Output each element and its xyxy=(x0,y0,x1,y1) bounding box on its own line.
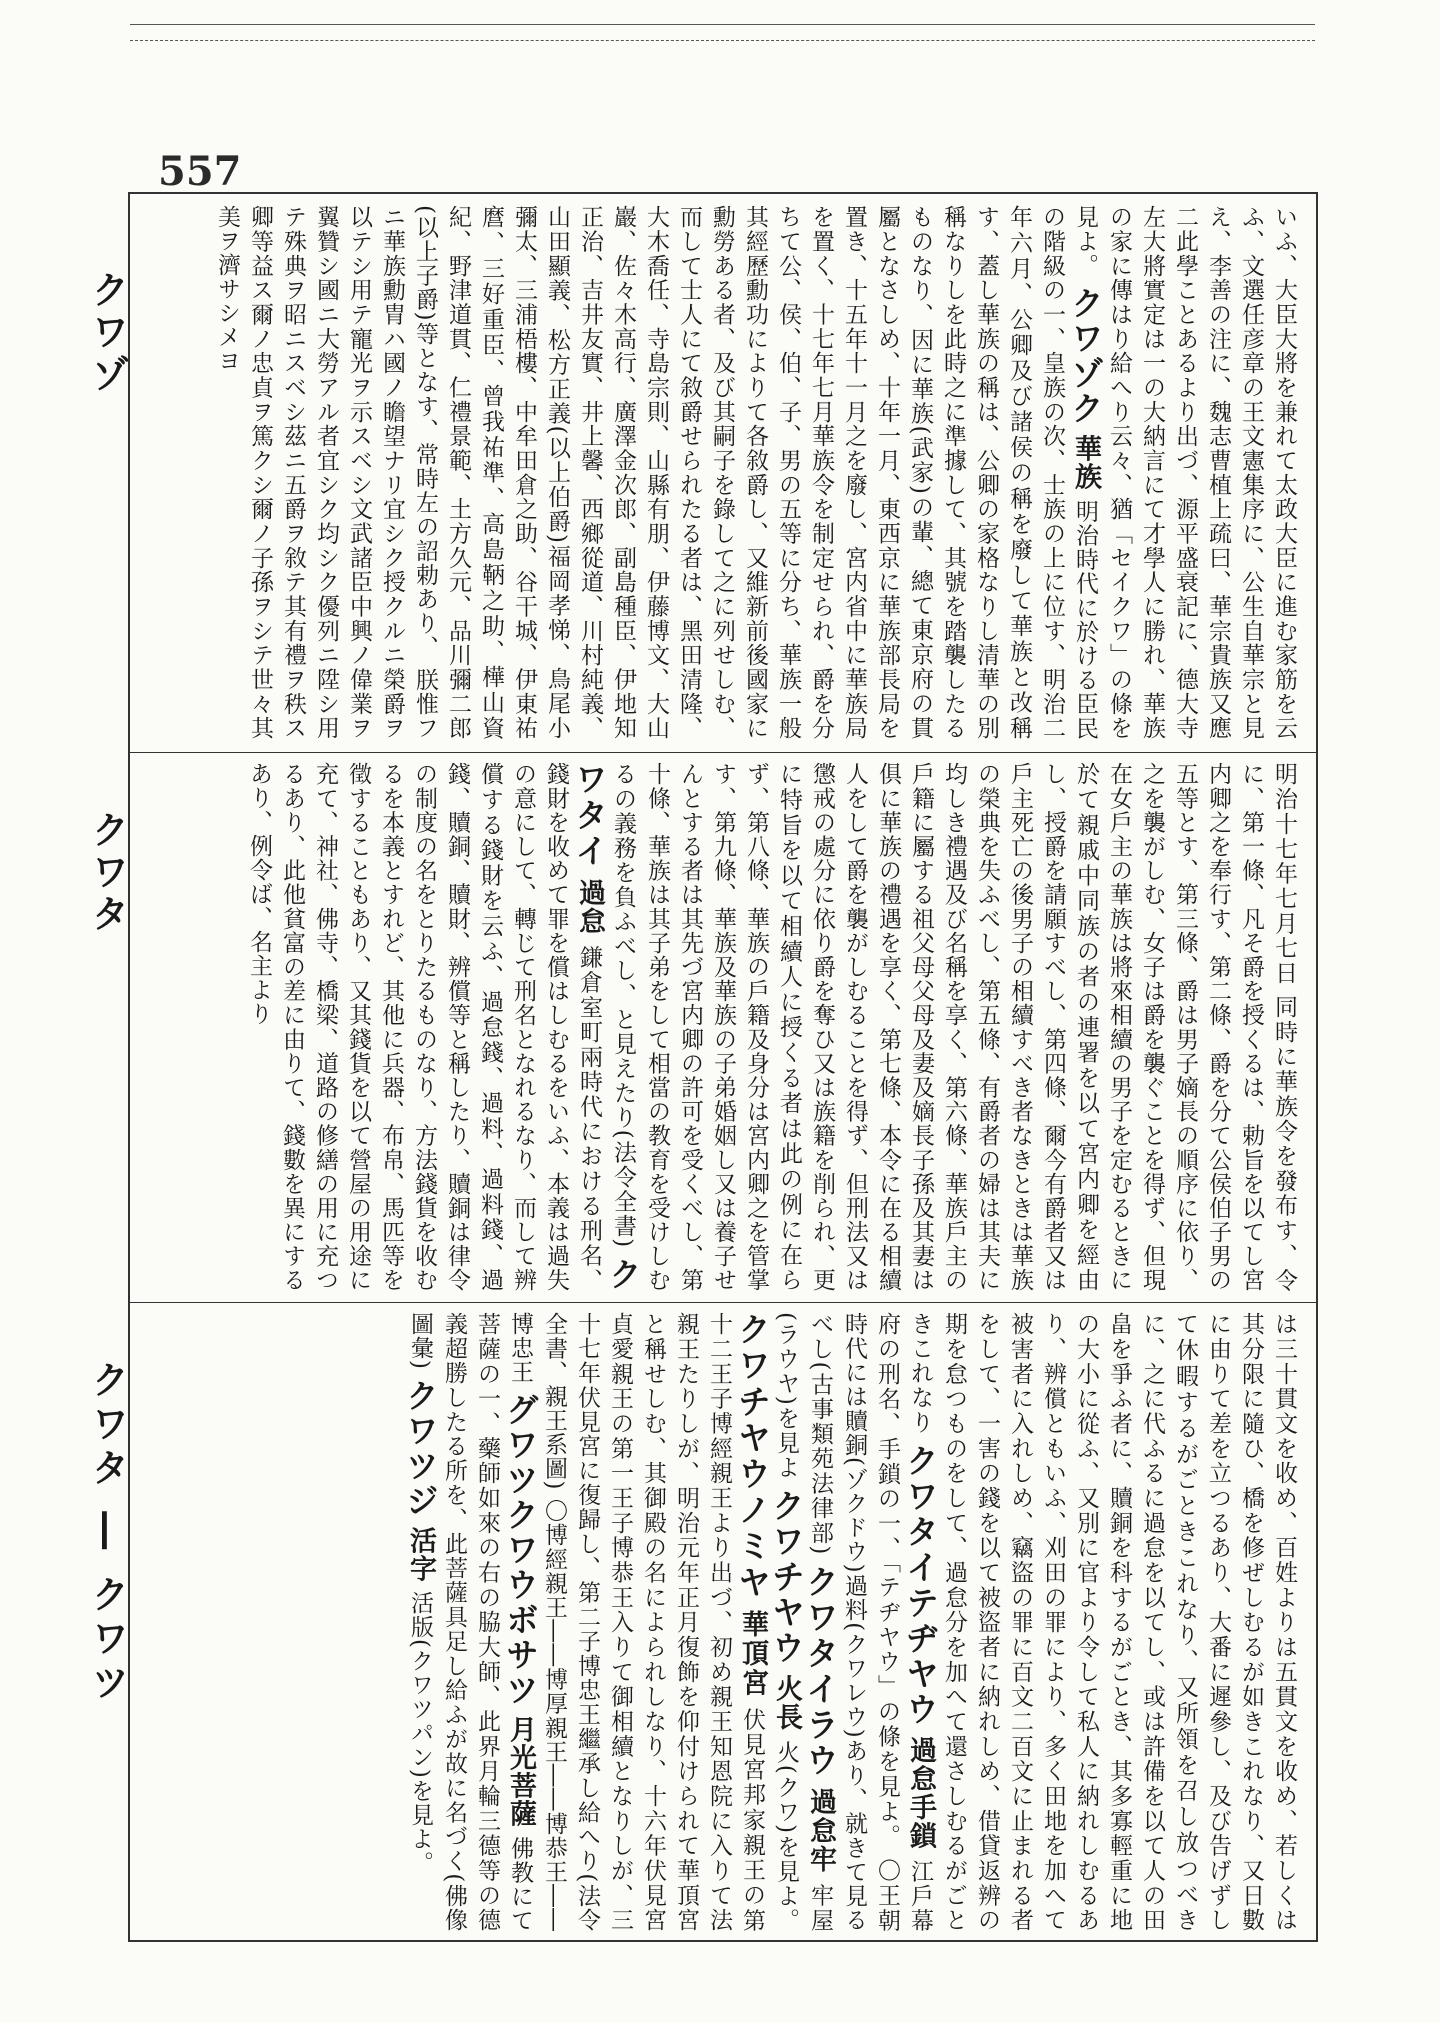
entry-body-kwachou: 火(クワ)を見よ。 xyxy=(773,1740,799,1932)
entry-body-kwazoku: 明治時代に於ける臣民の階級の一、皇族の次、士族の上に位す、明治二年六月、公卿及び諸侯の稱を廢して華族と改稱す、蓋し華族の稱は、公卿の家格なりし清華の別稱なりしを此時之に準據して、其號を踏襲したるものなり、因に華族(武家)の輩、總て東京府の貫屬となさしめ、十年一月、東西京に華族部長局を置き、十五年十一月之を廢し、宮内省中に華族局を置く、十七年七月華族令を制定せられ、爵を分ちて公、侯、伯、子、男の五等に分ち、華族一般其經歷勳功によりて各敘爵し、又維新前後國家に勳勞ある者、及び其嗣子を錄して之に列せしむ、而して士人にて敘爵せられたる者は、黑田清隆、大木喬任、寺島宗則、山縣有朋、伊藤博文、大山巖、佐々木高行、廣澤金次郎、副島種臣、伊地知正治、吉井友實、井上馨、西鄉從道、川村純義、山田顯義、松方正義(以上伯爵)福岡孝悌、鳥尾小彌太、三浦梧樓、中牟田倉之助、谷干城、伊東祐麿、三好重臣、曾我祐準、高島鞆之助、樺山資紀、野津道貫、仁禮景範、土方久元、品川彌二郎(以上子爵)等となす、常時左の詔勅あり、 xyxy=(412,205,1098,740)
kanji-gwakkou-bosatsu: 月光菩薩 xyxy=(505,1715,536,1828)
genealogy-line: 〇博經親王――博厚親王――博恭王――博忠王 xyxy=(507,1312,567,1932)
margin-label-bottom: クワタ ― クワツ xyxy=(85,1360,129,1707)
entry-body-kwatai: 鎌倉室町兩時代における刑名、錢財を收めて罪を償はしむるをいふ、本義は過失の意にして、轉じて刑名となれるなり、而して辨償する錢財を云ふ、過怠錢、過料、過料錢、過錢、贖銅、贖財、辨償等と稱したり、贖銅は律令の制度の名をとりたるものなり、方法錢貨を收むるを本義とすれど、其他に兵器、布帛、馬匹等を徵することもあり、又其錢貨を以て營屋の用途に充て、神社、佛寺、橋梁、道路の修繕の用に充つるあり、此他貧富の差に由りて、錢數を異にするあり、例令ば、名主より xyxy=(246,762,602,1292)
kanji-kwazoku: 華族 xyxy=(1070,434,1101,491)
band-middle xyxy=(150,762,1300,1292)
entry-body-gwakkou-bosatsu: 佛教にて菩薩の一、藥師如來の右の脇大師、此界月輪三德等の德義超勝したる所を、此菩薩具足し給ふが故に名づく(佛像圖彙) xyxy=(407,1312,533,1932)
headword-kwatai-techou: クワタイテヂヤウ xyxy=(901,1443,940,1728)
headword-kwatai: クワタイ xyxy=(570,762,643,1292)
kanji-kwatsuji: 活字 xyxy=(405,1526,436,1583)
headword-gwakkou-bosatsu: グワツクワウボサツ xyxy=(501,1392,540,1708)
entry-continuation: いふ、大臣大將を兼れて太政大臣に進む家筋を云ふ、文選任彦章の王文憲集序に、公生自華宗と見え、李善の注に、魏志曹植上疏曰、華宗貴族又應二此學ことあるより出づ、源平盛衰記に、德大寺左大將實定は一の大納言にて才學人に勝れ、華族の家に傳はり給へり云々、猶「セイクワ」の條を見よ。 xyxy=(1072,205,1297,740)
entry-note-ouchou: 〇王朝時代には贖銅(ゾクドウ)過料(クワレウ)あり、就きて見るべし(古事類苑法律部) xyxy=(807,1312,900,1932)
top-rule xyxy=(130,24,1315,25)
band-top xyxy=(150,205,1300,740)
entry-body-kwatai-techou: 江戶幕府の刑名、手鎖の一、「テヂヤウ」の條を見よ。 xyxy=(874,1312,933,1932)
kanji-kwachou: 火長 xyxy=(771,1674,802,1732)
band-bottom xyxy=(150,1312,1300,1932)
kanji-kwatai: 過怠 xyxy=(574,878,605,937)
band-divider-1 xyxy=(130,752,1316,753)
entry-continuation-kwatai: は三十貫文を收め、百姓よりは五貫文を收め、若しくは其分限に隨ひ、橋を修ぜしむるが如きこれなり、又日數に由りて差を立つるあり、大番に遲參し、及び告げずして休暇するがごときこれなり、又所領を召し放つべきに、之に代ふるに過怠を以てし、或は許備を以て人の田畠を爭ふ者に、贖銅を科するがごとき、其多寡輕重に地の大小に從ふ、又別に官より令して私人に納れしむるあり、辨償ともいふ、刈田の罪により、多く田地を加へて被害者に入れしめ、竊盜の罪に百文二百文に止まれる者をして、一害の錢を以て被盜者に納れしめ、借貸返辨の期を怠つものをして、過怠分を加へて還さしむるがごときこれなり xyxy=(907,1312,1297,1932)
band-bottom-text xyxy=(150,1312,1300,1932)
headword-kwazoku: クワゾク xyxy=(1066,285,1105,427)
headword-kwachou-no-miya: クワチヤウノミヤ xyxy=(733,1312,772,1601)
entry-body-kwatairou: 牢屋(ラウヤ)を見よ xyxy=(773,1312,833,1932)
headword-kwatsuji: クワツジ xyxy=(401,1378,440,1519)
band-divider-2 xyxy=(130,1302,1316,1303)
headword-kwatairou: クワタイラウ xyxy=(801,1564,840,1779)
band-middle-text xyxy=(150,762,1300,1292)
kanji-kwachou-no-miya: 華頂宮 xyxy=(737,1610,768,1698)
entry-body-kwatsuji: 活版(クワツパン)を見よ。 xyxy=(407,1590,433,1875)
kanji-kwatairou: 過怠牢 xyxy=(805,1787,836,1875)
margin-label-top: クワゾ xyxy=(85,270,129,396)
band-top-text xyxy=(150,205,1300,740)
entry-body-kwachou-no-miya: 伏見宮邦家親王の第十二王子博經親王より出づ、初め親王知恩院に入りて法親王たりしが、明治元年正月復飾を仰付けられて華頂宮と稱せしむ、其御殿の名によられしなり、十六年伏見宮貞愛親王の第一王子博恭王入りて御相續となりしが、三十七年伏見宮に復歸し、第二子博忠王繼承し給へり(法令全書、親王系圖) xyxy=(541,1312,765,1932)
margin-label-middle: クワタ xyxy=(85,810,129,936)
top-rule-dashed xyxy=(130,40,1315,41)
kanji-kwatai-techou: 過怠手鎖 xyxy=(905,1736,936,1851)
headword-kwachou: クワチヤウ xyxy=(767,1488,806,1666)
date-line: 明治十七年七月七日 xyxy=(1271,762,1297,986)
kazokurei-text: 同時に華族令を發布す、令に、第一條、凡そ爵を授くるは、勅旨を以てし宮内卿之を奉行す、第二條、爵を分て公侯伯子男の五等とす、第三條、爵は男子嫡長の順序に依り、之を襲がしむ、女子は爵を襲ぐことを得ず、但現在女戶主の華族は將來相續の男子を定むるときに於て親戚中同族の者の連署を以て宮内卿を經由し、授爵を請願すべし、第四條、爾今有爵者又は戶主死亡の後男子の相續すべき者なきときは華族の榮典を失ふべし、第五條、有爵者の婦は其夫に均しき禮遇及び名稱を享く、第六條、華族戶主の戶籍に屬する祖父母父母及妻及嫡長子孫及其妻は俱に華族の禮遇を享く、第七條、本令に在る相續人をして爵を襲がしむることを得ず、但刑法又は懲戒の處分に依り爵を奪ひ又は族籍を削られ、更に特旨を以て相續人に授くる者は此の例に在らず、第八條、華族の戶籍及身分は宮内卿之を管掌す、第九條、華族及華族の子弟婚姻し又は養子せんとする者は其先づ宮内卿の許可を受くべし、第十條、華族は其子弟をして相當の教育を受けしむるの義務を負ふべし、と見えたり(法令全書) xyxy=(610,762,1297,1292)
page-number: 557 xyxy=(158,148,242,195)
imperial-edict: 朕惟フニ華族勳胄ハ國ノ瞻望ナリ宜シク授クルニ榮爵ヲ以テシ用テ寵光ヲ示スベシ文武諸臣中興ノ偉業ヲ翼贊シ國ニ大勞アル者宜シク均シク優列ニ陞シ用テ殊典ヲ昭ニスベシ茲ニ五爵ヲ敘テ其有禮ヲ秩ス卿等益ス爾ノ忠貞ヲ篤クシ爾ノ子孫ヲシテ世々其美ヲ濟サシメヨ xyxy=(214,205,438,740)
